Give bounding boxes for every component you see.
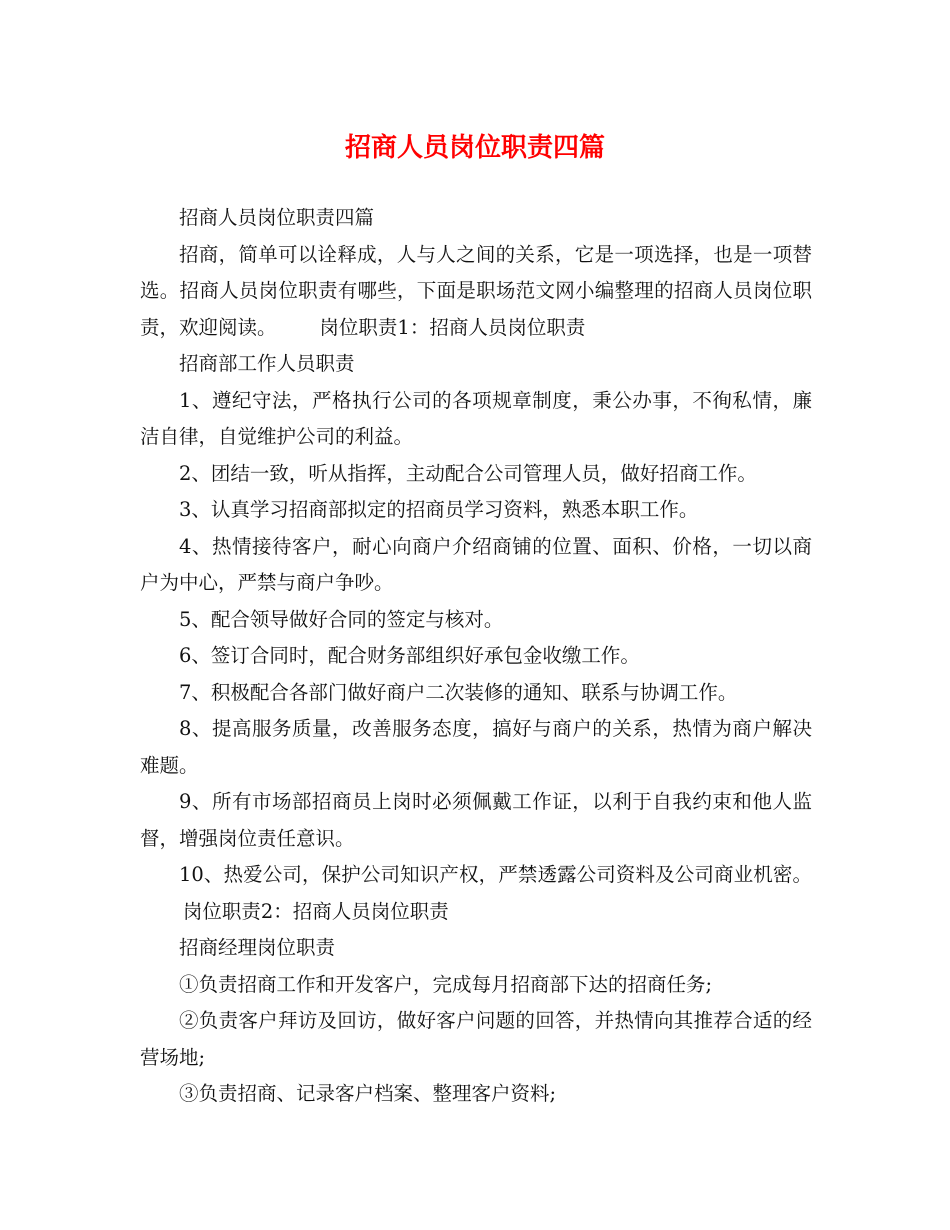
paragraph <box>140 967 812 1004</box>
paragraph <box>140 456 812 493</box>
paragraph <box>140 930 812 967</box>
paragraph <box>140 237 812 347</box>
paragraph-text: 3、认真学习招商部拟定的招商员学习资料，熟悉本职工作。 <box>179 498 699 521</box>
paragraph-text: 5、配合领导做好合同的签定与核对。 <box>179 607 504 631</box>
paragraph-text: 招商人员岗位职责四篇 <box>179 206 375 229</box>
paragraph-text: 9、所有市场部招商员上岗时必须佩戴工作证，以利于自我约束和他人监督，增强岗位责任意识。 <box>140 790 812 850</box>
paragraph <box>140 346 812 383</box>
paragraph <box>140 1076 812 1113</box>
paragraph <box>140 1003 812 1076</box>
paragraph <box>140 492 812 529</box>
paragraph <box>140 383 812 456</box>
paragraph-text: 6、签订合同时，配合财务部组织好承包金收缴工作。 <box>179 644 640 667</box>
paragraph-text: 10、热爱公司，保护公司知识产权，严禁透露公司资料及公司商业机密。 <box>179 863 812 886</box>
document-title: 招商人员岗位职责四篇 <box>344 133 605 163</box>
paragraph <box>140 784 812 857</box>
paragraph-text: 7、积极配合各部门做好商户二次装修的通知、联系与协调工作。 <box>179 680 738 704</box>
paragraph-text: 1、遵纪守法，严格执行公司的各项规章制度，秉公办事，不徇私情，廉洁自律，自觉维护公司的利益。 <box>140 388 812 448</box>
paragraph-text: ②负责客户拜访及回访，做好客户问题的回答，并热情向其推荐合适的经营场地; <box>140 1009 812 1069</box>
section-heading: 岗位职责2：招商人员岗位职责 <box>182 899 449 923</box>
document-body <box>140 200 812 1113</box>
paragraph <box>140 711 812 784</box>
paragraph-text: 8、提高服务质量，改善服务态度，搞好与商户的关系，热情为商户解决难题。 <box>140 717 812 777</box>
paragraph-text: 2、团结一致，听从指挥，主动配合公司管理人员，做好招商工作。 <box>179 461 757 485</box>
paragraph <box>140 529 812 602</box>
paragraph-text: 招商经理岗位职责 <box>179 936 336 959</box>
section-heading: 岗位职责1：招商人员岗位职责 <box>319 315 586 339</box>
paragraph <box>140 675 812 712</box>
paragraph <box>140 638 812 675</box>
paragraph <box>140 602 812 639</box>
paragraph <box>140 200 812 237</box>
paragraph <box>140 857 812 930</box>
paragraph-text: 4、热情接待客户，耐心向商户介绍商铺的位置、面积、价格，一切以商户为中心，严禁与商户争吵。 <box>140 534 812 594</box>
paragraph-text: 招商部工作人员职责 <box>179 352 355 375</box>
paragraph-text: ③负责招商、记录客户档案、整理客户资料; <box>179 1082 557 1105</box>
paragraph-text: ①负责招商工作和开发客户，完成每月招商部下达的招商任务; <box>179 972 713 996</box>
paragraph-text: 招商，简单可以诠释成，人与人之间的关系，它是一项选择，也是一项替选。招商人员岗位职责有哪些，下面是职场范文网小编整理的招商人员岗位职责，欢迎阅读。 <box>140 242 812 339</box>
